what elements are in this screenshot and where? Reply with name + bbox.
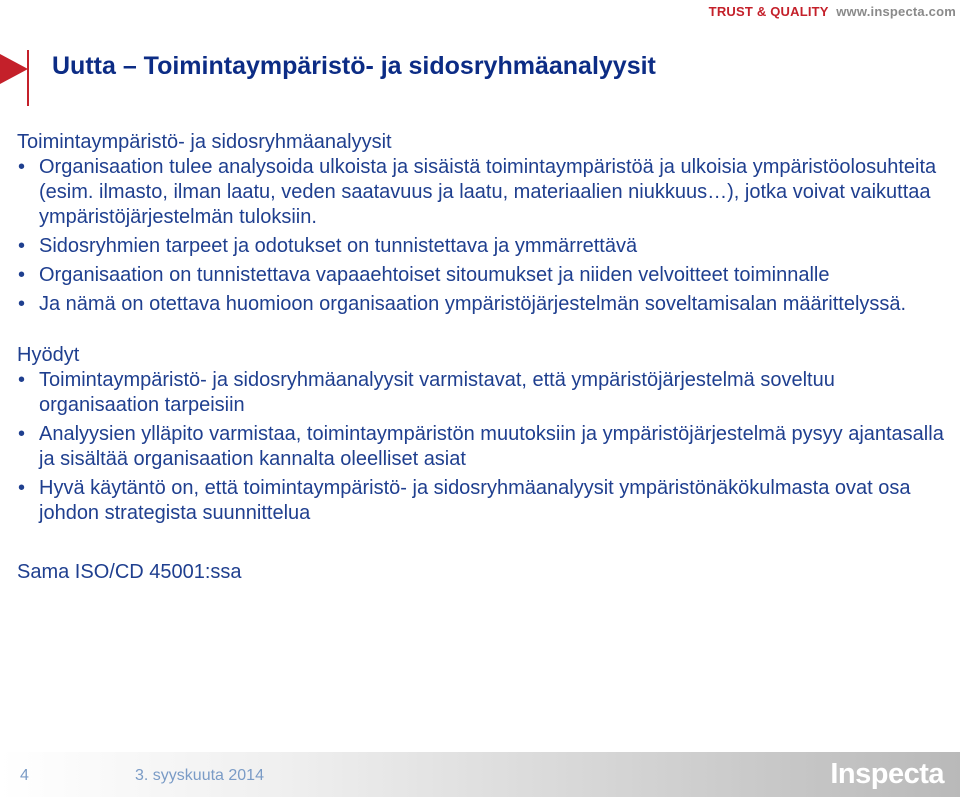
bullet-item: • Organisaation on tunnistettava vapaaehtoiset sitoumukset ja niiden velvoitteet toiminnalle xyxy=(17,263,947,288)
brand-url: www.inspecta.com xyxy=(836,4,956,19)
slide-body xyxy=(17,130,947,585)
bullet-item: • Toimintaympäristö- ja sidosryhmäanalyysit varmistavat, että ympäristöjärjestelmä soveltuu organisaation tarpeisiin xyxy=(17,368,947,418)
inspecta-logo: Inspecta xyxy=(830,758,944,790)
bullet-item: • Organisaation tulee analysoida ulkoista ja sisäistä toimintaympäristöä ja ulkoisia ympäristöolosuhteita (esim. ilmasto, ilman laatu, veden saatavuus ja laatu, materiaalien niukkuus…), jotka voivat vaikuttaa ympäristöjärjestelmän tuloksiin. xyxy=(17,155,947,230)
bullet-item: • Analyysien ylläpito varmistaa, toimintaympäristön muutoksiin ja ympäristöjärjestelmä pysyy ajantasalla ja sisältää organisaation kannalta oleelliset asiat xyxy=(17,422,947,472)
bullet-list xyxy=(17,155,947,317)
footer-date: 3. syyskuuta 2014 xyxy=(135,767,264,784)
brand-header xyxy=(709,4,956,19)
title-marker-icon xyxy=(0,54,28,84)
title-divider xyxy=(27,50,29,106)
brand-tagline: TRUST & QUALITY xyxy=(708,4,829,19)
bullet-item: • Hyvä käytäntö on, että toimintaympäristö- ja sidosryhmäanalyysit ympäristönäkökulmasta ovat osa johdon strategista suunnittelua xyxy=(17,476,947,526)
closing-note: Sama ISO/CD 45001:ssa xyxy=(17,561,242,583)
page-number: 4 xyxy=(20,767,29,784)
bullet-item: • Ja nämä on otettava huomioon organisaation ympäristöjärjestelmän soveltamisalan määrittelyssä. xyxy=(17,292,947,317)
section-heading: Hyödyt xyxy=(17,344,80,366)
section-heading: Toimintaympäristö- ja sidosryhmäanalyysit xyxy=(17,131,392,153)
bullet-list xyxy=(17,368,947,526)
footer-bar xyxy=(0,752,960,797)
bullet-item: • Sidosryhmien tarpeet ja odotukset on tunnistettava ja ymmärrettävä xyxy=(17,234,947,259)
slide-title: Uutta – Toimintaympäristö- ja sidosryhmäanalyysit xyxy=(52,52,656,80)
